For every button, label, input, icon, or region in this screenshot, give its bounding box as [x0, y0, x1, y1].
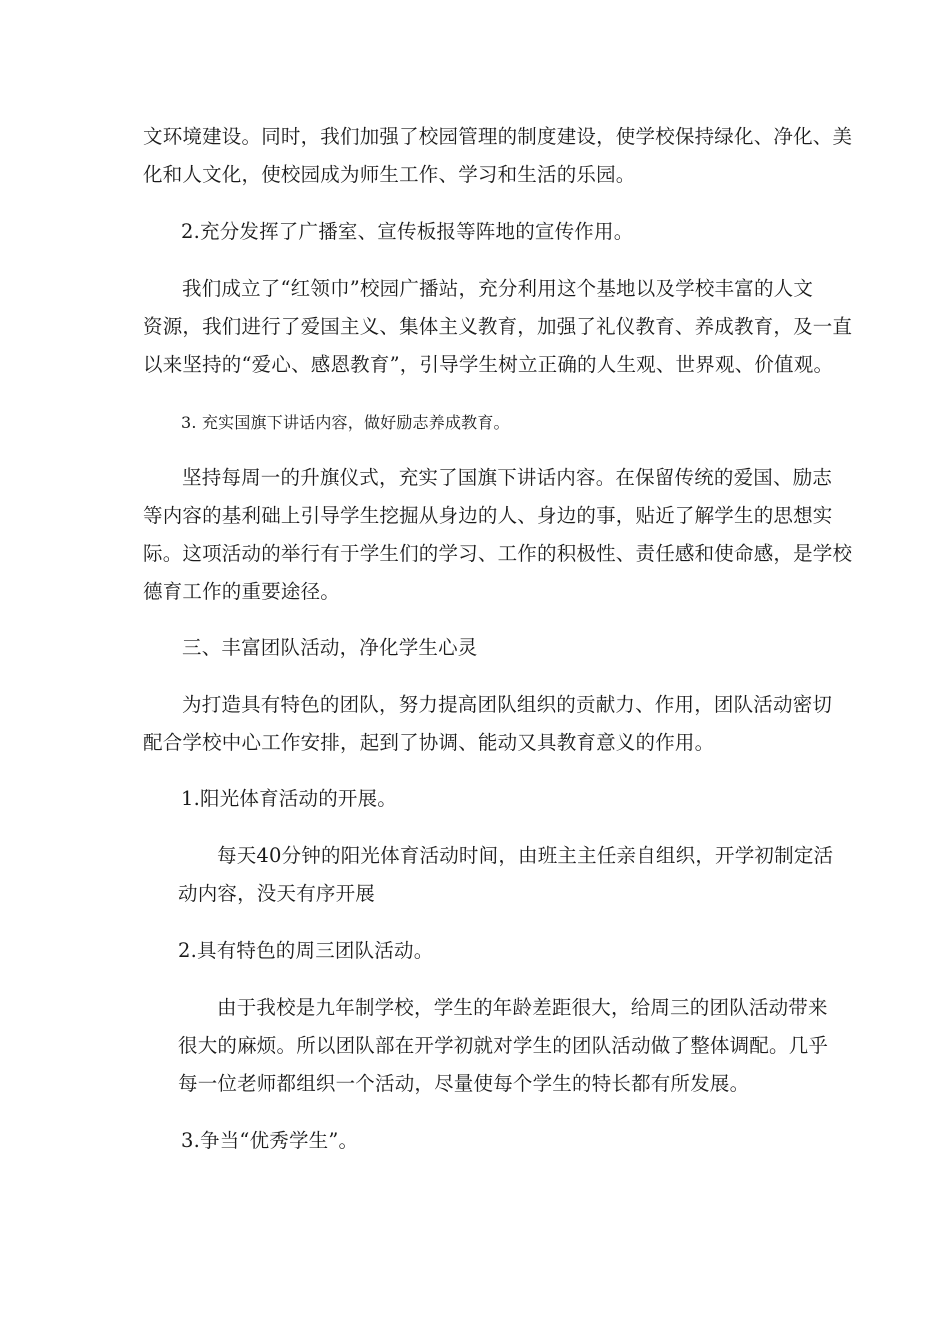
text-line: 很大的麻烦。所以团队部在开学初就对学生的团队活动做了整体调配。几乎	[178, 1034, 829, 1057]
text-line: 文环境建设。同时，我们加强了校园管理的制度建设，使学校保持绿化、净化、美	[143, 125, 853, 148]
text-line: 我们成立了“红领巾”校园广播站，充分利用这个基地以及学校丰富的人文	[182, 277, 814, 300]
text-line: 等内容的基利础上引导学生挖掘从身边的人、身边的事，贴近了解学生的思想实	[143, 504, 833, 527]
section-heading: 三、丰富团队活动，净化学生心灵	[182, 636, 478, 659]
numbered-heading: 3.争当“优秀学生”。	[181, 1129, 359, 1152]
text-line: 为打造具有特色的团队，努力提高团队组织的贡献力、作用，团队活动密切	[182, 693, 833, 716]
text-line: 坚持每周一的升旗仪式，充实了国旗下讲话内容。在保留传统的爱国、励志	[182, 466, 833, 489]
text-line: 每一位老师都组织一个活动，尽量使每个学生的特长都有所发展。	[178, 1072, 750, 1095]
numbered-heading: 1.阳光体育活动的开展。	[181, 787, 398, 810]
text-line: 以来坚持的“爱心、感恩教育”，引导学生树立正确的人生观、世界观、价值观。	[143, 353, 834, 376]
text-line: 化和人文化，使校园成为师生工作、学习和生活的乐园。	[143, 163, 636, 186]
numbered-heading: 3. 充实国旗下讲话内容，做好励志养成教育。	[181, 413, 510, 432]
numbered-heading: 2.充分发挥了广播室、宣传板报等阵地的宣传作用。	[181, 220, 634, 243]
text-line: 由于我校是九年制学校，学生的年龄差距很大，给周三的团队活动带来	[217, 996, 828, 1019]
numbered-heading: 2.具有特色的周三团队活动。	[178, 939, 434, 962]
text-line: 德育工作的重要途径。	[143, 580, 341, 603]
text-line: 动内容，没天有序开展	[178, 882, 376, 905]
text-line: 配合学校中心工作安排，起到了协调、能动又具教育意义的作用。	[143, 731, 715, 754]
text-line: 每天40分钟的阳光体育活动时间，由班主主任亲自组织，开学初制定活	[217, 844, 834, 867]
text-line: 资源，我们进行了爱国主义、集体主义教育，加强了礼仪教育、养成教育，及一直	[143, 315, 853, 338]
text-line: 际。这项活动的举行有于学生们的学习、工作的积极性、责任感和使命感，是学校	[143, 542, 853, 565]
